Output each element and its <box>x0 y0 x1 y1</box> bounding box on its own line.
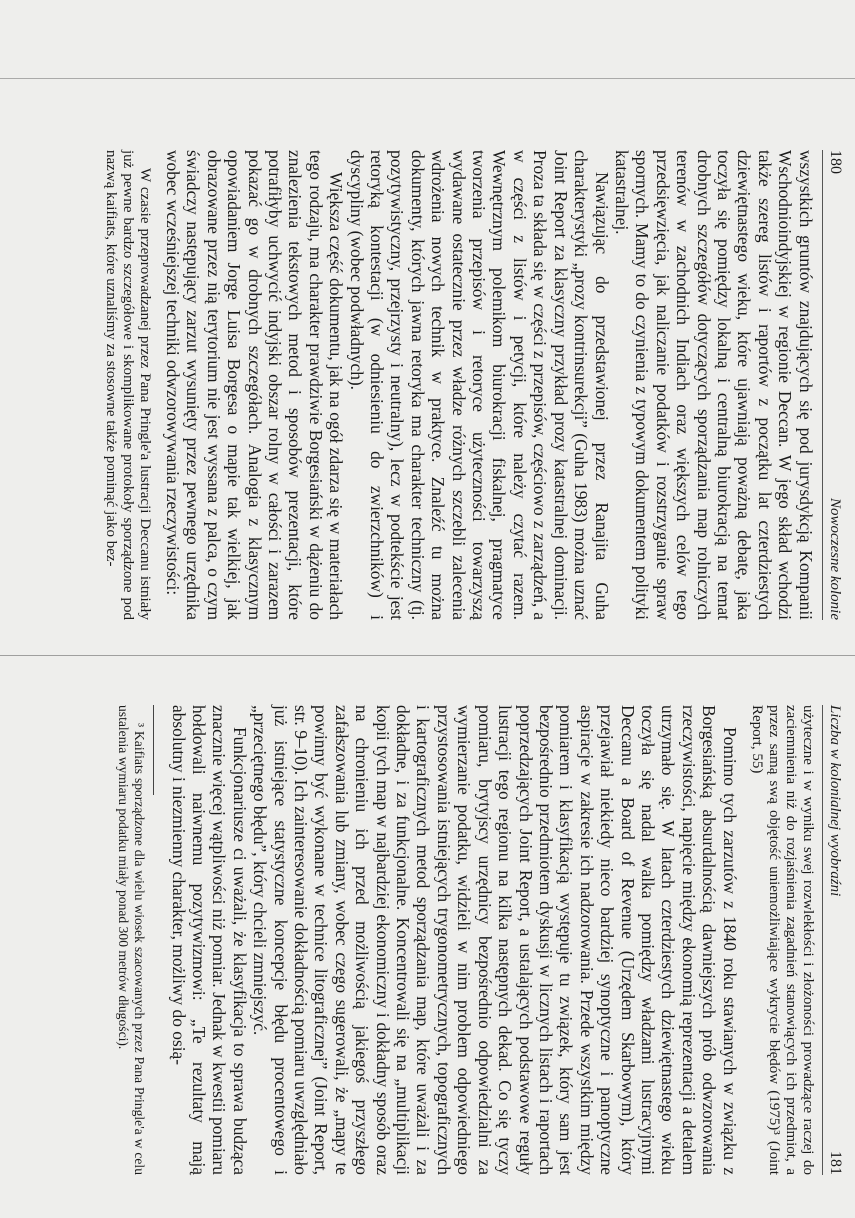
gutter-line <box>0 655 855 656</box>
footnote-3: ³ Kaifiats sporządzone dla wielu wiosek szacowanych przez Pana Pringle'a w celu ustalenia wymiaru podatku miały ponad 300 metrów długości). <box>116 705 148 1175</box>
right-paragraph-2: Funkcjonariusze ci uważali, że klasyfikacja to sprawa budząca znacznie więcej wątpliwości niż pomiar. Jednak w kwestii pomiaru hołdowali naiwnemu pozytywizmowi: „Te rezultaty mają absolutny i niezmienny charakter, możliwy do osią- <box>168 705 250 1175</box>
left-block-quote: W czasie przeprowadzanej przez Pana Pringle'a lustracji Deccanu istniały już pewne bardzo szczegółowe i skomplikowane protokoły sporządzone pod nazwą kaifiats, które uznaliśmy za stosowne także pominąć jako bez- <box>102 150 153 620</box>
right-paragraph-1: Pomimo tych zarzutów z 1840 roku stawianych w związku z Borgesiańską absurdalnością dawniejszych prób odwzorowania rzeczywistości, napięcie między ekonomią reprezentacji a detalem utrzymało się. W latach czterdziestych dziewiętnastego wieku toczyła się nadal walka pomiędzy władzami lustracyjnymi Deccanu a Board of Revenue (Urzędem Skarbowym), który przejawiał niekiedy nieco bardziej synoptyczne i panoptyczne aspiracje w zakresie ich nadzorowania. Przede wszystkim między pomiarem i klasyfikacją występuje tu związek, który sam jest bezpośrednio przedmiotem dyskusji w licznych listach i raportach poprzedzających Joint Report, a ustalających podstawowe reguły lustracji tego regionu na kilka następnych dekad. Co się tyczy pomiaru, brytyjscy urzędnicy bezpośrednio odpowiedzialni za wymierzanie podatku, widzieli w nim problem odpowiedniego przystosowania istniejących trygonometrycznych, topograficznych i kartograficznych metod sporządzania map, które uważali i za dokładne, i za funkcjonalne. Koncentrowali się na „multiplikacji kopii tych map w najbardziej ekonomiczny i dokładny sposób oraz na chronieniu ich przed możliwością jakiegoś przyszłego zafałszowania lub zmiany, wobec czego sugerowali, że „mapy te powinny być wykonane w technice litograficznej” (Joint Report, str. 9–10). Ich zainteresowanie dokładnością pomiaru uwzględniało już istniejące statystyczne koncepcje błędu procentowego i „przeciętnego błędu”, który chcieli zmniejszyć. <box>250 705 740 1175</box>
left-running-header <box>822 150 845 620</box>
right-running-head: Liczba w kolonialnej wyobraźni <box>827 705 843 897</box>
right-block-quote: użyteczne i w wyniku swej rozwlekłości i złożoności prowadzące raczej do zaciemnienia niż do rozjaśnienia zagadnień stanowiących ich przedmiot, a przez samą swą objętość uniemożliwiające wykrycie błędów (1975)³ (Joint Report, 55) <box>748 705 816 1175</box>
right-page-number: 181 <box>827 1151 844 1175</box>
scan-artifact-line <box>0 78 855 79</box>
left-paragraph-1: wszystkich gruntów znajdujących się pod jurysdykcją Kompanii Wschodnioindyjskiej w regionie Deccan. W jego skład wchodzi także szereg listów i raportów z początku lat czterdziestych dziewiętnastego wieku, które ujawniają poważną debatę, jaka toczyła się pomiędzy lokalną i centralną biurokracją na temat drobnych szczegółów dotyczących sporządzania map rolniczych terenów w zachodnich Indiach oraz większych celów tego przedsięwzięcia, jak naliczanie podatków i rozstrzyganie spraw spornych. Mamy to do czynienia z typowym dokumentem polityki katastralnej. <box>611 150 816 620</box>
left-paragraph-3: Większa część dokumentu, jak na ogół zdarza się w materiałach tego rodzaju, ma charakter prawdziwie Borgesiański w dążeniu do znalezienia tekstowych metod i sposobów prezentacji, które potrafiłyby uchwycić indyjski obszar rolny w całości i zarazem pokazać go w drobnych szczegółach. Analogia z klasycznym opowiadaniem Jorge Luisa Borgesa o mapie tak wielkiej, jak obrazowane przez nią terytorium nie jest wyssana z palca, o czym świadczy następujący zarzut wysunięty przez pewnego urzędnika wobec wcześniejszej techniki odwzorowywania rzeczywistości: <box>163 150 347 620</box>
right-running-header <box>822 705 845 1175</box>
footnote-rule <box>153 705 154 795</box>
left-paragraph-2: Nawiązując do przedstawionej przez Ranajita Guha charakterystyki „prozy kontrinsurekcji” (Guha 1983) można uznać Joint Report za klasyczny przykład prozy katastralnej dominacji. Proza ta składa się w części z przepisów, częściowo z zarządzeń, a w części z listów i petycji, które należy czytać razem. Wewnętrznym polemikom biurokracji fiskalnej, pragmatyce tworzenia przepisów i retoryce użyteczności towarzyszą wydawane ostatecznie przez władze różnych szczebli zalecenia wdrożenia nowych technik w praktyce. Znaleźć tu można dokumenty, których jawna retoryka ma charakter techniczny (tj. pozytywistyczny, przejrzysty i neutralny), lecz w podtekście jest retoryką kontestacji (w odniesieniu do zwierzchników) i dyscypliny (wobec podwładnych). <box>346 150 612 620</box>
left-running-head: Nowoczesne kolonie <box>827 497 843 620</box>
left-page-number: 180 <box>827 150 844 174</box>
